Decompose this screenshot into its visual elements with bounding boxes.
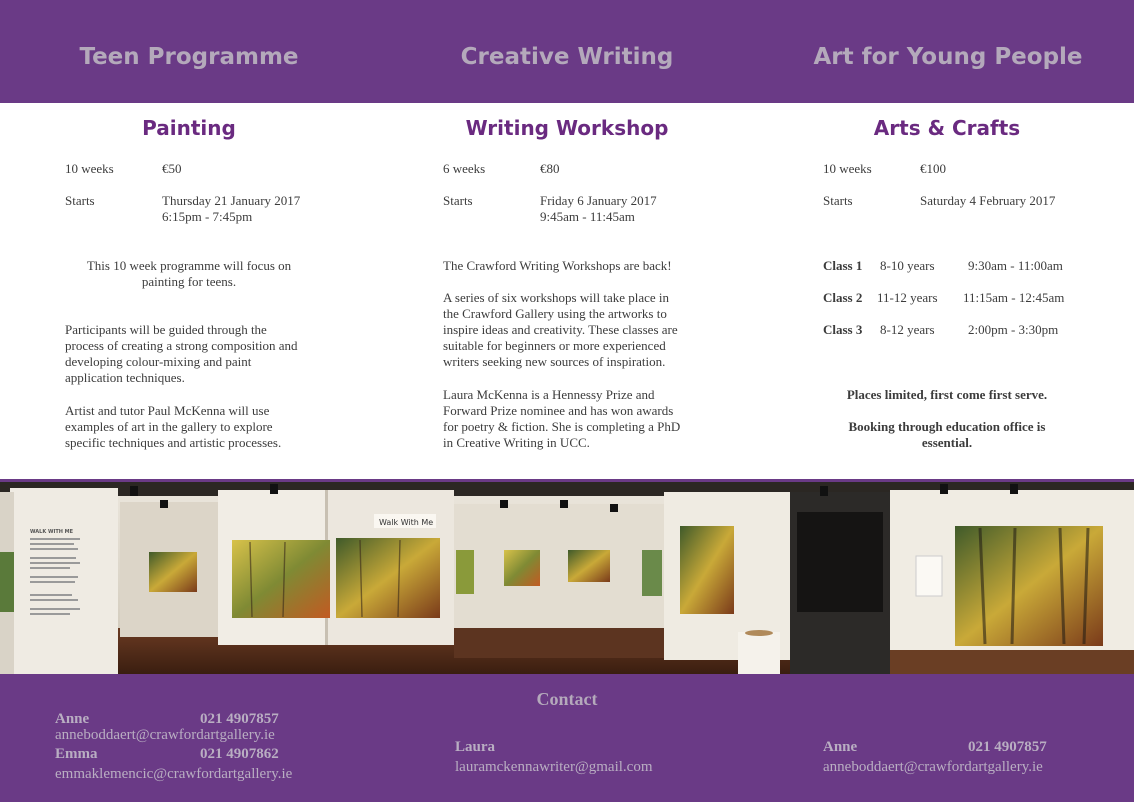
contact-title: Contact xyxy=(536,689,598,709)
contact-anne-name: Anne xyxy=(55,711,90,727)
writing-paragraph-1: A series of six workshops will take place in the Crawford Gallery using the artworks to inspire ideas and creativity. These classes are suitable for beginners or more experienced writers seeking new sources of inspiration. xyxy=(443,290,678,369)
class-2-time: 11:15am - 12:45am xyxy=(963,290,1065,305)
class-3-name: Class 3 xyxy=(823,322,863,337)
class-3-ages: 8-12 years xyxy=(880,322,935,337)
contact-right-anne-name: Anne xyxy=(823,739,858,755)
gallery-panorama-photo xyxy=(0,482,1134,674)
contact-emma-phone: 021 4907862 xyxy=(200,746,279,762)
title-creative-writing: Creative Writing xyxy=(460,44,674,70)
contact-laura-email[interactable]: lauramckennawriter@gmail.com xyxy=(455,759,653,775)
writing-heading: Writing Workshop xyxy=(465,116,669,140)
class-1-name: Class 1 xyxy=(823,258,863,273)
class-2-name: Class 2 xyxy=(823,290,863,305)
painting-price: €50 xyxy=(162,161,182,176)
writing-duration: 6 weeks xyxy=(443,161,486,176)
contact-emma-name: Emma xyxy=(55,746,98,762)
crafts-starts-date: Saturday 4 February 2017 xyxy=(920,193,1056,208)
contact-right-anne-phone: 021 4907857 xyxy=(968,739,1047,755)
wall-text-title: WALK WITH ME xyxy=(30,529,74,535)
painting-heading: Painting xyxy=(142,116,236,140)
painting-starts-label: Starts xyxy=(65,193,95,208)
gallery-panorama-illustration xyxy=(0,482,1134,674)
writing-paragraph-2: Laura McKenna is a Hennessy Prize and Forward Prize nominee and has won awards for poetry & fiction. She is completing a PhD in Creative Writing in UCC. xyxy=(443,387,681,450)
class-2-ages: 11-12 years xyxy=(877,290,938,305)
contact-emma-email[interactable]: emmaklemencic@crawfordartgallery.ie xyxy=(55,766,293,782)
title-art-for-young-people: Art for Young People xyxy=(813,44,1083,70)
contact-anne-email[interactable]: anneboddaert@crawfordartgallery.ie xyxy=(55,727,275,743)
painting-duration: 10 weeks xyxy=(65,161,114,176)
class-3-time: 2:00pm - 3:30pm xyxy=(968,322,1059,337)
writing-starts-time: 9:45am - 11:45am xyxy=(540,209,635,224)
painting-intro: This 10 week programme will focus on painting for teens. xyxy=(86,258,292,289)
contact-right-anne-email[interactable]: anneboddaert@crawfordartgallery.ie xyxy=(823,759,1043,775)
crafts-starts-label: Starts xyxy=(823,193,853,208)
painting-paragraph-1: Participants will be guided through the process of creating a strong composition and developing colour-mixing and paint application techniques. xyxy=(65,322,298,385)
writing-price: €80 xyxy=(540,161,560,176)
class-1-time: 9:30am - 11:00am xyxy=(968,258,1063,273)
photo-sign-walk-with-me: Walk With Me xyxy=(379,518,434,527)
title-teen-programme: Teen Programme xyxy=(79,44,299,70)
crafts-heading: Arts & Crafts xyxy=(873,116,1021,140)
writing-starts-label: Starts xyxy=(443,193,473,208)
writing-starts-date: Friday 6 January 2017 xyxy=(540,193,657,208)
places-limited-note: Places limited, first come first serve. xyxy=(846,387,1048,402)
crafts-duration: 10 weeks xyxy=(823,161,872,176)
class-1-ages: 8-10 years xyxy=(880,258,935,273)
painting-paragraph-2: Artist and tutor Paul McKenna will use examples of art in the gallery to explore specific techniques and artistic processes. xyxy=(65,403,282,450)
booking-note: Booking through education office is essential. xyxy=(848,419,1046,450)
painting-starts-time: 6:15pm - 7:45pm xyxy=(162,209,253,224)
crafts-price: €100 xyxy=(920,161,946,176)
painting-starts-date: Thursday 21 January 2017 xyxy=(162,193,301,208)
writing-intro: The Crawford Writing Workshops are back! xyxy=(443,258,672,273)
contact-laura-name: Laura xyxy=(455,739,496,755)
contact-anne-phone: 021 4907857 xyxy=(200,711,279,727)
